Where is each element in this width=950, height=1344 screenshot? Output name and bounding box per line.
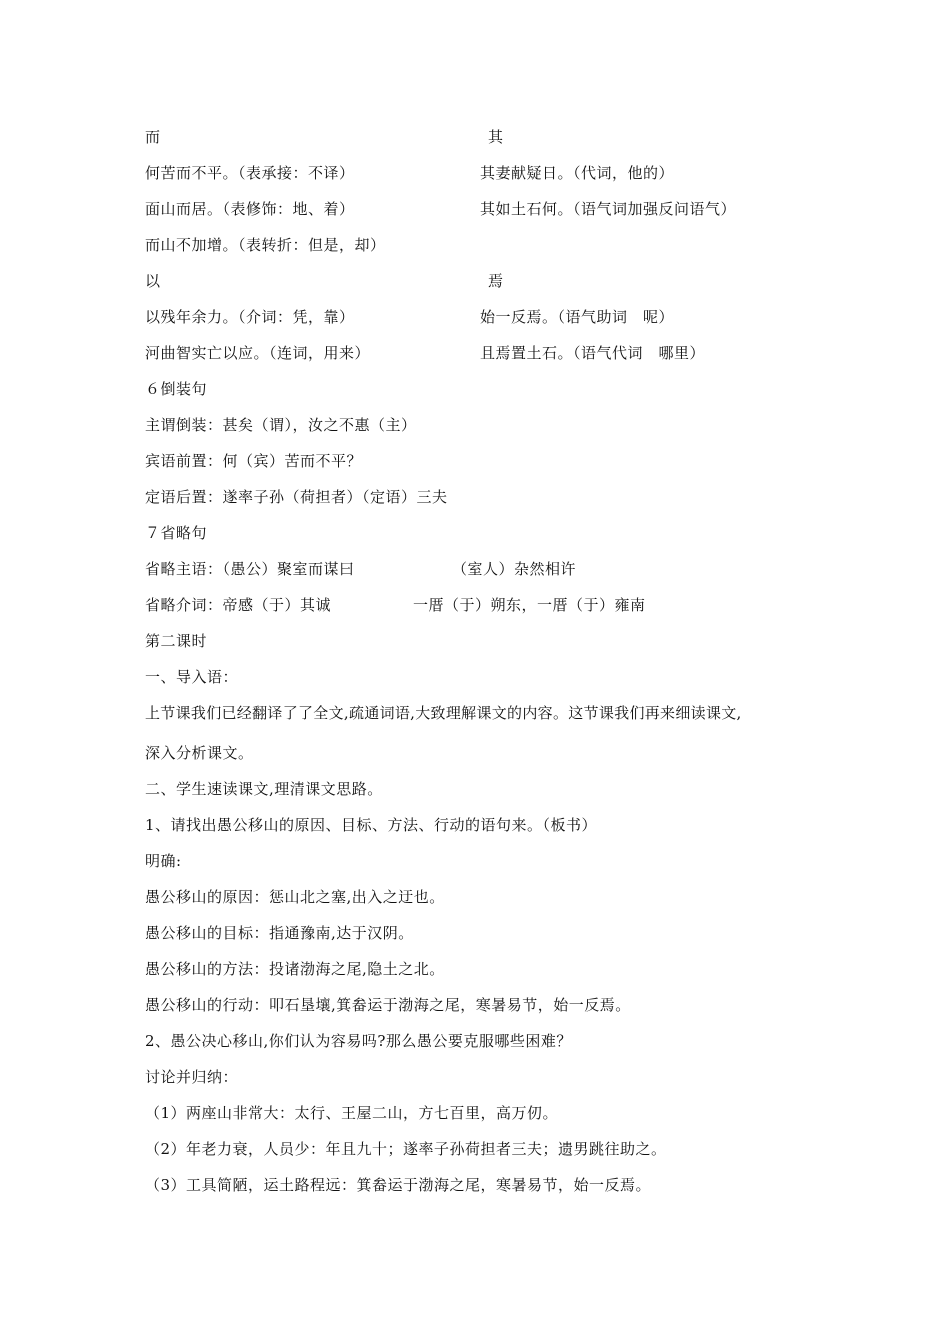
question-1: 1、请找出愚公移山的原因、目标、方法、行动的语句来。（板书） [145, 816, 598, 834]
question-2: 2、愚公决心移山,你们认为容易吗?那么愚公要克服哪些困难？ [145, 1032, 572, 1050]
answer-reason: 愚公移山的原因：惩山北之塞,出入之迂也。 [145, 888, 445, 906]
intro-heading: 一、导入语： [145, 668, 239, 686]
difficulty-point-3: （3）工具简陋，运土路程远：箕畚运于渤海之尾，寒暑易节，始一反焉。 [145, 1176, 652, 1194]
example-yan-2: 且焉置土石。（语气代词 哪里） [480, 344, 706, 362]
answer-action: 愚公移山的行动：叩石垦壤,箕畚运于渤海之尾，寒暑易节，始一反焉。 [145, 996, 631, 1014]
word-heading-er: 而 [145, 128, 161, 146]
example-qi-1: 其妻献疑日。（代词，他的） [480, 164, 675, 182]
example-yan-1: 始一反焉。（语气助词 呢） [480, 308, 675, 326]
example-er-3: 而山不加增。（表转折：但是，却） [145, 236, 386, 254]
example-yi-2: 河曲智实亡以应。（连词，用来） [145, 344, 371, 362]
answer-method: 愚公移山的方法：投诸渤海之尾,隐土之北。 [145, 960, 445, 978]
difficulty-point-2: （2）年老力衰，人员少：年且九十；遂率子孙荷担者三夫；遗男跳往助之。 [145, 1140, 667, 1158]
word-heading-yan: 焉 [488, 272, 504, 290]
omission-prep-a: 省略介词：帝感（于）其诚 [145, 596, 332, 614]
difficulty-point-1: （1）两座山非常大：太行、王屋二山，方七百里，高万仞。 [145, 1104, 559, 1122]
inversion-item-2: 宾语前置：何（宾）苦而不平？ [145, 452, 363, 470]
example-qi-2: 其如土石何。（语气词加强反问语气） [480, 200, 737, 218]
inversion-item-1: 主谓倒装：甚矣（谓），汝之不惠（主） [145, 416, 417, 434]
word-heading-yi: 以 [145, 272, 161, 290]
inversion-item-3: 定语后置：遂率子孙（荷担者）（定语）三夫 [145, 488, 448, 506]
omission-prep-b: 一厝（于）朔东，一厝（于）雍南 [413, 596, 646, 614]
intro-text-line-1: 上节课我们已经翻译了了全文,疏通词语,大致理解课文的内容。这节课我们再来细读课文, [145, 704, 742, 722]
example-er-2: 面山而居。（表修饰：地、着） [145, 200, 355, 218]
answer-goal: 愚公移山的目标：指通豫南,达于汉阴。 [145, 924, 414, 942]
example-yi-1: 以残年余力。（介词：凭，靠） [145, 308, 355, 326]
intro-text-line-2: 深入分析课文。 [145, 744, 254, 762]
mingque-label: 明确: [145, 852, 182, 870]
omission-heading: ７省略句 [145, 524, 208, 542]
omission-subject-b: （室人）杂然相许 [452, 560, 577, 578]
inversion-heading: ６倒装句 [145, 380, 208, 398]
word-heading-qi: 其 [488, 128, 504, 146]
omission-subject-a: 省略主语：（愚公）聚室而谋曰 [145, 560, 355, 578]
part2-heading: 二、学生速读课文,理清课文思路。 [145, 780, 383, 798]
discuss-label: 讨论并归纳： [145, 1068, 239, 1086]
example-er-1: 何苦而不平。（表承接：不译） [145, 164, 355, 182]
lesson2-title: 第二课时 [145, 632, 208, 650]
